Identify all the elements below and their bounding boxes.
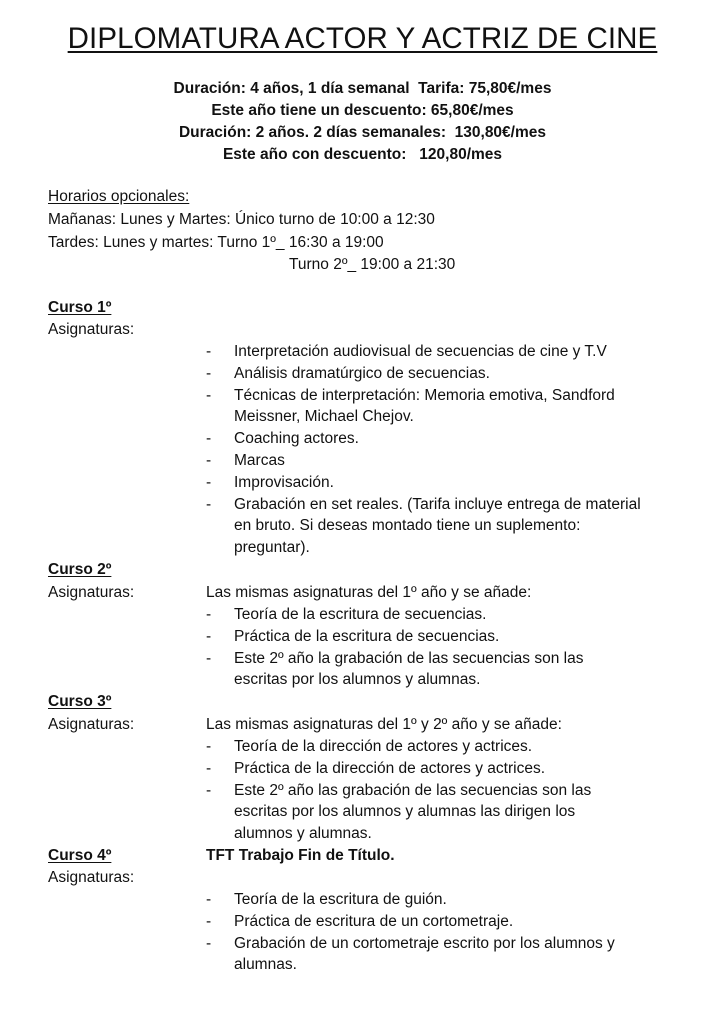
course-2-intro: Las mismas asignaturas del 1º año y se añade: — [206, 584, 532, 601]
course-2-item-1: Teoría de la escritura de secuencias. — [234, 606, 487, 623]
bullet-dash: - — [206, 606, 212, 623]
course-4-item-3-cont: alumnas. — [234, 956, 297, 973]
course-1-item-3: Técnicas de interpretación: Memoria emotiva, Sandford — [234, 387, 615, 404]
course-1-item-7: Grabación en set reales. (Tarifa incluye entrega de material — [234, 496, 641, 513]
course-1-item-4: Coaching actores. — [234, 430, 359, 447]
course-4-intro: TFT Trabajo Fin de Título. — [206, 847, 395, 864]
course-1-title: Curso 1º — [48, 299, 112, 316]
course-4-item-3: Grabación de un cortometraje escrito por los alumnos y — [234, 935, 615, 952]
course-1-item-7-cont: preguntar). — [234, 539, 310, 556]
course-3-item-3-cont: escritas por los alumnos y alumnas las dirigen los — [234, 803, 576, 820]
course-2-item-3: Este 2º año la grabación de las secuencias son las — [234, 650, 584, 667]
bullet-dash: - — [206, 452, 212, 469]
bullet-dash: - — [206, 760, 212, 777]
course-2-title: Curso 2º — [48, 561, 112, 578]
course-1-item-7-cont: en bruto. Si deseas montado tiene un suplemento: — [234, 517, 581, 534]
bullet-dash: - — [206, 650, 212, 667]
course-4-title: Curso 4º — [48, 847, 112, 864]
course-3-asignaturas-label: Asignaturas: — [48, 716, 135, 733]
schedule-afternoon: Tardes: Lunes y martes: Turno 1º_ 16:30 a 19:00 — [48, 234, 384, 251]
bullet-dash: - — [206, 782, 212, 799]
course-4-item-1: Teoría de la escritura de guión. — [234, 891, 447, 908]
course-3-item-1: Teoría de la dirección de actores y actrices. — [234, 738, 533, 755]
course-3-item-2: Práctica de la dirección de actores y actrices. — [234, 760, 545, 777]
course-3-item-3-cont: alumnos y alumnas. — [234, 825, 372, 842]
course-1-item-5: Marcas — [234, 452, 285, 469]
course-1-item-3-cont: Meissner, Michael Chejov. — [234, 408, 414, 425]
schedule-morning: Mañanas: Lunes y Martes: Único turno de 10:00 a 12:30 — [48, 211, 435, 228]
schedule-afternoon-turn2: Turno 2º_ 19:00 a 21:30 — [289, 256, 456, 273]
bullet-dash: - — [206, 365, 212, 382]
course-3-intro: Las mismas asignaturas del 1º y 2º año y se añade: — [206, 716, 562, 733]
bullet-dash: - — [206, 343, 212, 360]
course-2-item-2: Práctica de la escritura de secuencias. — [234, 628, 500, 645]
course-4-asignaturas-label: Asignaturas: — [48, 869, 135, 886]
bullet-dash: - — [206, 628, 212, 645]
course-1-asignaturas-label: Asignaturas: — [48, 321, 135, 338]
course-3-title: Curso 3º — [48, 693, 112, 710]
schedule-heading: Horarios opcionales: — [48, 188, 190, 205]
bullet-dash: - — [206, 496, 212, 513]
course-1-item-2: Análisis dramatúrgico de secuencias. — [234, 365, 490, 382]
bullet-dash: - — [206, 430, 212, 447]
bullet-dash: - — [206, 913, 212, 930]
bullet-dash: - — [206, 935, 212, 952]
course-3-item-3: Este 2º año las grabación de las secuencias son las — [234, 782, 592, 799]
bullet-dash: - — [206, 474, 212, 491]
info-line: Duración: 2 años. 2 días semanales: 130,80€/mes — [178, 124, 547, 141]
course-2-item-3-cont: escritas por los alumnos y alumnas. — [234, 671, 481, 688]
course-1-item-6: Improvisación. — [234, 474, 334, 491]
bullet-dash: - — [206, 738, 212, 755]
course-2-asignaturas-label: Asignaturas: — [48, 584, 135, 601]
course-4-item-2: Práctica de escritura de un cortometraje. — [234, 913, 514, 930]
course-1-item-1: Interpretación audiovisual de secuencias de cine y T.V — [234, 343, 607, 360]
bullet-dash: - — [206, 387, 212, 404]
info-line: Este año con descuento: 120,80/mes — [222, 146, 503, 163]
document-title: DIPLOMATURA ACTOR Y ACTRIZ DE CINE — [67, 22, 658, 55]
info-line: Este año tiene un descuento: 65,80€/mes — [211, 102, 514, 119]
bullet-dash: - — [206, 891, 212, 908]
info-line: Duración: 4 años, 1 día semanal Tarifa: 75,80€/mes — [173, 80, 552, 97]
